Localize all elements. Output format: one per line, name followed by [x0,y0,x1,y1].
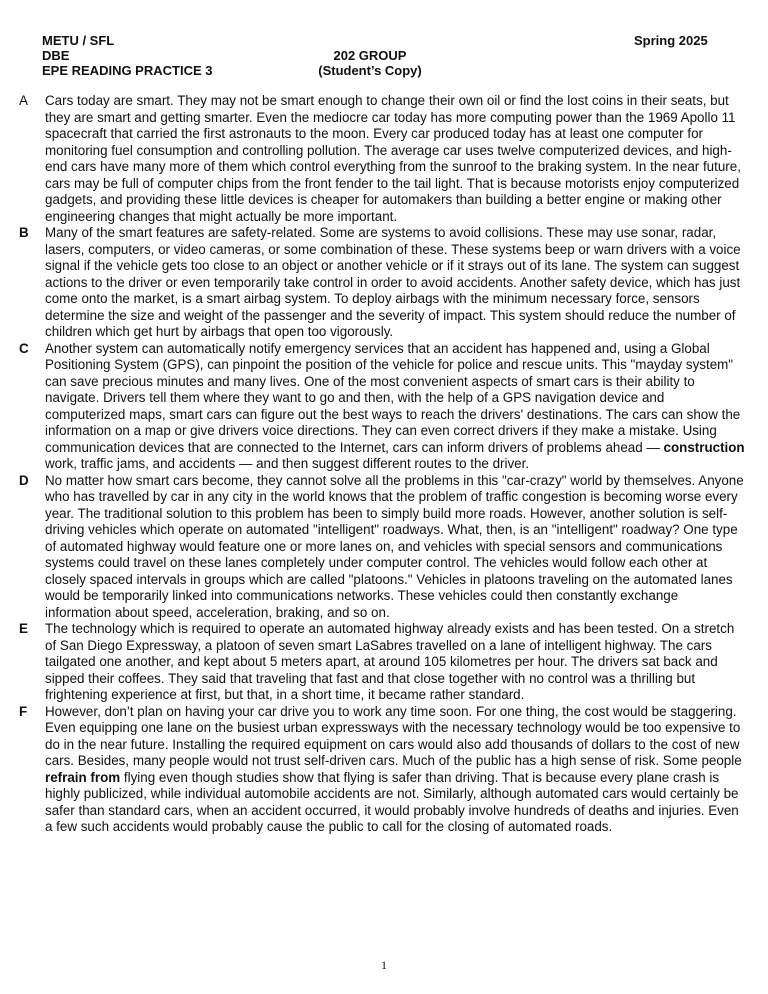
header-department: DBE [42,48,70,63]
header-practice-title: EPE READING PRACTICE 3 [42,63,213,78]
paragraph-text [45,341,745,472]
text-segment: However, don’t plan on having your car drive you to work any time soon. For one thing, the cost would be staggering. Even equipping one lane on the busiest urban expressways with the necessary technology would be too expensive to do in the near future. Installing the required equipment on cars would also add thousands of dollars to the cost of new cars. Besides, many people would not trust self-driven cars. Much of the public has a high sense of risk. Some people [45,703,742,768]
paragraph-text [45,93,741,224]
paragraph-letter: F [19,703,28,719]
header-left [42,33,212,78]
highlighted-term: refrain from [45,769,121,785]
paragraph-text [45,621,734,702]
text-segment: Many of the smart features are safety-related. Some are systems to avoid collisions. These may use sonar, radar, lasers, computers, or video cameras, or some combination of these. These systems beep or warn drivers with a voice signal if the vehicle gets too close to an object or another vehicle or if it strays out of its lane. The system can suggest actions to the driver or even temporarily take control in order to avoid accidents. Another safety device, which has just come onto the market, is a smart airbag system. To deploy airbags with the minimum necessary force, sensors determine the size and weight of the passenger and the severity of impact. This system should reduce the number of children which get hurt by airbags that open too vigorously. [45,225,741,339]
paragraph-text [45,225,741,339]
paragraph-text [45,473,744,620]
header-term: Spring 2025 [634,33,708,48]
reading-passage [18,93,746,836]
text-segment: flying even though studies show that flying is safer than driving. That is because every plane crash is highly publicized, while individual automobile accidents are not. Similarly, although automated cars would certainly be safer than standard cars, when an accident occurred, it would probably involve hundreds of deaths and injuries. Even a few such accidents would probably cause the public to call for the closing of automated roads. [45,769,739,834]
paragraph-f [18,704,746,836]
text-segment: Another system can automatically notify emergency services that an accident has happened and, using a Global Positioning System (GPS), can pinpoint the position of the vehicle for police and rescue units. This "mayday system" can save precious minutes and many lives. One of the most convenient aspects of smart cars is their ability to navigate. Drivers tell them where they want to go and then, with the help of a GPS navigation device and computerized maps, smart cars can figure out the best ways to reach the drivers' destinations. The cars can show the information on a map or give drivers voice directions. They can even correct drivers if they make a mistake. Using communication devices that are connected to the Internet, cars can inform drivers of problems ahead — [45,340,741,455]
header-copy-type: (Student’s Copy) [318,63,422,78]
paragraph-letter: A [19,93,28,108]
paragraph-letter: D [19,472,29,488]
text-segment: No matter how smart cars become, they cannot solve all the problems in this "car-crazy" world by themselves. Anyone who has travelled by car in any city in the world knows that the problem of traffic congestion is becoming worse every year. The traditional solution to this problem has been to simply build more roads. However, another solution is self-driving vehicles which operate on automated "intelligent" roadways. What, then, is an "intelligent" roadway? One type of automated highway would feature one or more lanes on, and vehicles with special sensors and communications systems could travel on these lanes completely under computer control. The vehicles would follow each other at closely spaced intervals in groups which are called "platoons." Vehicles in platoons traveling on the automated lanes would be temporarily linked into communications networks. These vehicles could then constantly exchange information about speed, acceleration, braking, and so on. [45,472,744,620]
text-segment: work, traffic jams, and accidents — and then suggest different routes to the driver. [45,456,530,471]
paragraph-d [18,473,746,622]
paragraph-e [18,621,746,704]
header-group: 202 GROUP [333,48,407,63]
text-segment: The technology which is required to operate an automated highway already exists and has been tested. On a stretch of San Diego Expressway, a platoon of seven smart LaSabres travelled on a lane of intelligent highway. The cars tailgated one another, and kept about 5 meters apart, at around 105 kilometres per hour. The drivers sat back and sipped their coffees. They said that traveling that fast and that close together with no control was a thrilling but frightening experience at first, but that, in a short time, it became rather standard. [45,621,735,702]
paragraph-letter: C [19,340,29,356]
paragraph-c [18,341,746,473]
paragraph-letter: E [19,621,28,636]
highlighted-term: construction [663,439,745,455]
paragraph-b [18,225,746,341]
header-center [310,48,430,78]
text-segment: Cars today are smart. They may not be smart enough to change their own oil or find the lost coins in their seats, but they are smart and getting smarter. Even the mediocre car today has more computing power than the 1969 Apollo 11 spacecraft that carried the first astronauts to the moon. Every car produced today has at least one computer for monitoring fuel consumption and controlling pollution. The average car uses twelve computerized devices, and high-end cars have many more of them which control everything from the sunroof to the braking system. In the near future, cars may be full of computer chips from the front fender to the tail light. That is because motorists enjoy computerized gadgets, and providing these little devices is cheaper for automakers than building a better engine or making other engineering changes that might actually be more important. [45,93,741,224]
header-institution: METU / SFL [42,33,115,48]
paragraph-letter: B [19,225,29,240]
paragraph-a [18,93,746,225]
paragraph-text [45,704,742,835]
page-number: 1 [381,958,387,972]
